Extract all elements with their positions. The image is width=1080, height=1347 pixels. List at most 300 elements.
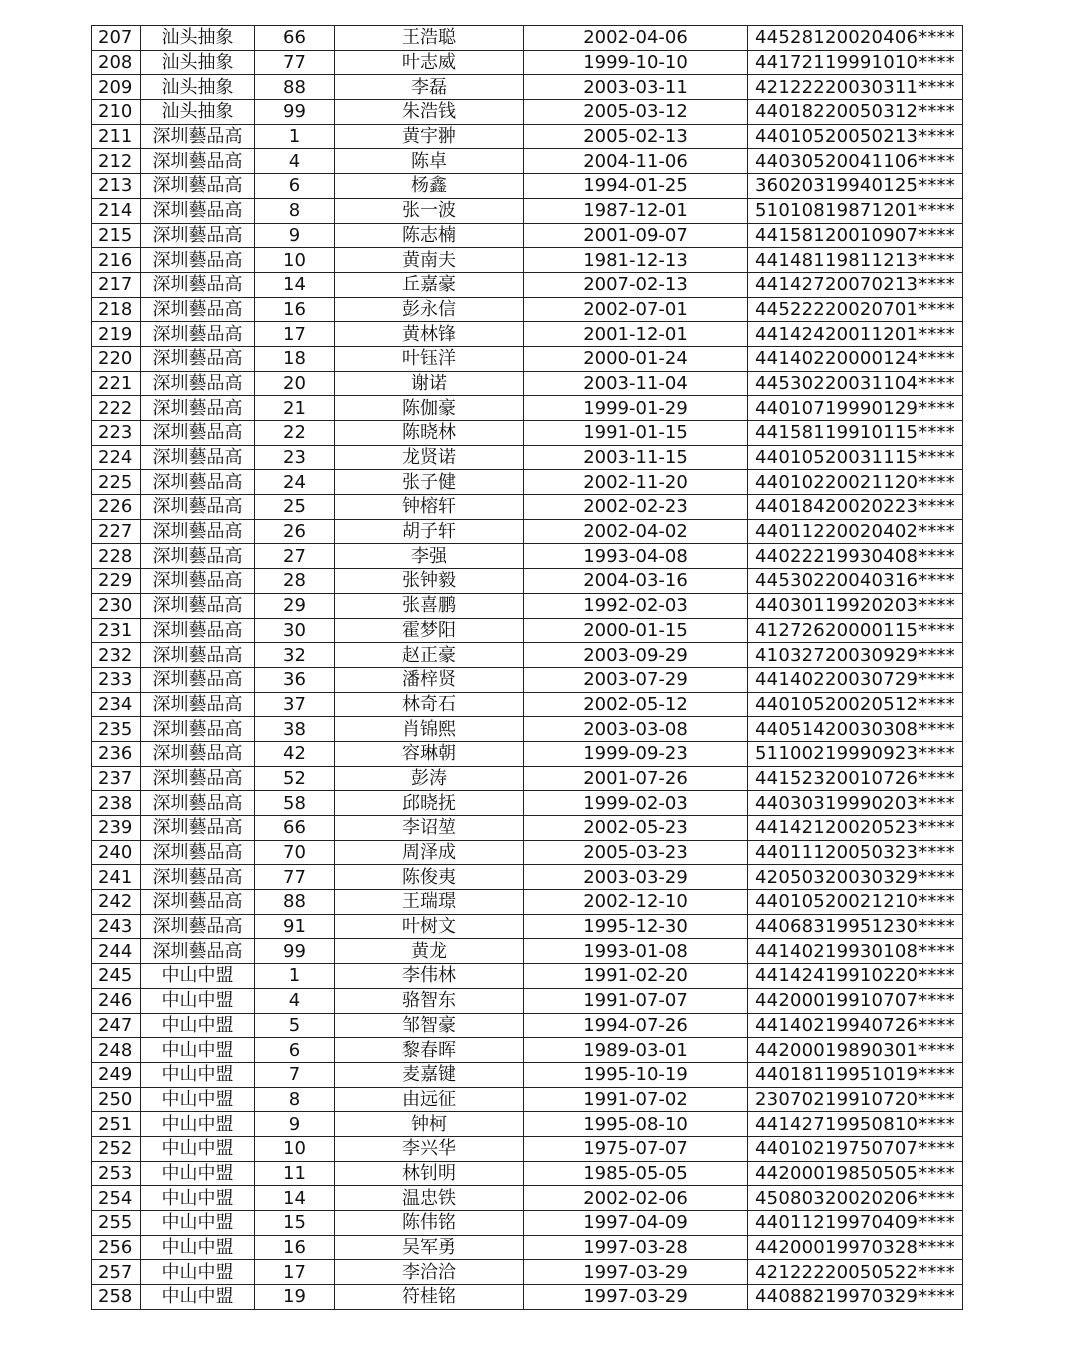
table-row xyxy=(92,124,963,149)
jersey-number-cell: 8 xyxy=(255,1087,335,1112)
birth-date-cell: 1995-12-30 xyxy=(524,914,748,939)
id-number-cell: 44018220050312**** xyxy=(748,100,963,125)
player-name-cell: 黎春晖 xyxy=(335,1038,524,1063)
player-name-cell: 黄宇翀 xyxy=(335,124,524,149)
birth-date-cell: 1991-02-20 xyxy=(524,964,748,989)
birth-date-cell: 1993-04-08 xyxy=(524,544,748,569)
birth-date-cell: 1997-04-09 xyxy=(524,1211,748,1236)
jersey-number-cell: 14 xyxy=(255,1186,335,1211)
birth-date-cell: 2004-11-06 xyxy=(524,149,748,174)
team-cell: 深圳藝品高 xyxy=(141,618,255,643)
birth-date-cell: 1992-02-03 xyxy=(524,593,748,618)
id-number-cell: 44140219930108**** xyxy=(748,939,963,964)
row-number-cell: 216 xyxy=(92,248,141,273)
row-number-cell: 210 xyxy=(92,100,141,125)
row-number-cell: 224 xyxy=(92,445,141,470)
id-number-cell: 44528120020406**** xyxy=(748,26,963,51)
team-cell: 汕头抽象 xyxy=(141,26,255,51)
birth-date-cell: 2001-09-07 xyxy=(524,223,748,248)
birth-date-cell: 1975-07-07 xyxy=(524,1136,748,1161)
row-number-cell: 238 xyxy=(92,791,141,816)
table-row xyxy=(92,100,963,125)
row-number-cell: 256 xyxy=(92,1235,141,1260)
row-number-cell: 235 xyxy=(92,717,141,742)
jersey-number-cell: 10 xyxy=(255,1136,335,1161)
id-number-cell: 41032720030929**** xyxy=(748,643,963,668)
player-name-cell: 龙贤诺 xyxy=(335,445,524,470)
team-cell: 深圳藝品高 xyxy=(141,914,255,939)
birth-date-cell: 2002-05-23 xyxy=(524,816,748,841)
player-name-cell: 黄龙 xyxy=(335,939,524,964)
jersey-number-cell: 23 xyxy=(255,445,335,470)
row-number-cell: 230 xyxy=(92,593,141,618)
id-number-cell: 44158120010907**** xyxy=(748,223,963,248)
jersey-number-cell: 37 xyxy=(255,692,335,717)
team-cell: 中山中盟 xyxy=(141,1285,255,1310)
player-name-cell: 林钊明 xyxy=(335,1161,524,1186)
team-cell: 汕头抽象 xyxy=(141,75,255,100)
team-cell: 深圳藝品高 xyxy=(141,865,255,890)
id-number-cell: 44010220021120**** xyxy=(748,470,963,495)
jersey-number-cell: 27 xyxy=(255,544,335,569)
row-number-cell: 243 xyxy=(92,914,141,939)
table-row xyxy=(92,1161,963,1186)
jersey-number-cell: 5 xyxy=(255,1013,335,1038)
table-row xyxy=(92,667,963,692)
player-name-cell: 肖锦熙 xyxy=(335,717,524,742)
id-number-cell: 44158119910115**** xyxy=(748,421,963,446)
team-cell: 中山中盟 xyxy=(141,1260,255,1285)
table-row xyxy=(92,198,963,223)
id-number-cell: 44200019890301**** xyxy=(748,1038,963,1063)
birth-date-cell: 2005-03-12 xyxy=(524,100,748,125)
player-name-cell: 叶志威 xyxy=(335,50,524,75)
team-cell: 深圳藝品高 xyxy=(141,174,255,199)
id-number-cell: 44051420030308**** xyxy=(748,717,963,742)
id-number-cell: 36020319940125**** xyxy=(748,174,963,199)
row-number-cell: 218 xyxy=(92,297,141,322)
table-row xyxy=(92,346,963,371)
table-row xyxy=(92,1235,963,1260)
table-row xyxy=(92,544,963,569)
row-number-cell: 217 xyxy=(92,272,141,297)
jersey-number-cell: 7 xyxy=(255,1062,335,1087)
table-row xyxy=(92,223,963,248)
team-cell: 深圳藝品高 xyxy=(141,346,255,371)
table-row xyxy=(92,1136,963,1161)
table-row xyxy=(92,1013,963,1038)
table-row xyxy=(92,964,963,989)
team-cell: 深圳藝品高 xyxy=(141,741,255,766)
player-name-cell: 张钟毅 xyxy=(335,569,524,594)
jersey-number-cell: 16 xyxy=(255,1235,335,1260)
id-number-cell: 44030119920203**** xyxy=(748,593,963,618)
team-cell: 深圳藝品高 xyxy=(141,791,255,816)
team-cell: 中山中盟 xyxy=(141,1062,255,1087)
id-number-cell: 44530220040316**** xyxy=(748,569,963,594)
row-number-cell: 242 xyxy=(92,890,141,915)
table-row xyxy=(92,1260,963,1285)
row-number-cell: 240 xyxy=(92,840,141,865)
id-number-cell: 51010819871201**** xyxy=(748,198,963,223)
team-cell: 深圳藝品高 xyxy=(141,939,255,964)
birth-date-cell: 1999-10-10 xyxy=(524,50,748,75)
table-row xyxy=(92,569,963,594)
player-name-cell: 朱浩钱 xyxy=(335,100,524,125)
id-number-cell: 44200019910707**** xyxy=(748,988,963,1013)
row-number-cell: 246 xyxy=(92,988,141,1013)
player-registration-table xyxy=(91,25,963,1310)
birth-date-cell: 2003-07-29 xyxy=(524,667,748,692)
player-name-cell: 黄林锋 xyxy=(335,322,524,347)
jersey-number-cell: 1 xyxy=(255,964,335,989)
player-name-cell: 钟榕轩 xyxy=(335,495,524,520)
id-number-cell: 44022219930408**** xyxy=(748,544,963,569)
team-cell: 汕头抽象 xyxy=(141,100,255,125)
id-number-cell: 23070219910720**** xyxy=(748,1087,963,1112)
birth-date-cell: 2005-02-13 xyxy=(524,124,748,149)
row-number-cell: 233 xyxy=(92,667,141,692)
birth-date-cell: 1999-01-29 xyxy=(524,396,748,421)
jersey-number-cell: 15 xyxy=(255,1211,335,1236)
jersey-number-cell: 19 xyxy=(255,1285,335,1310)
row-number-cell: 214 xyxy=(92,198,141,223)
jersey-number-cell: 17 xyxy=(255,322,335,347)
player-name-cell: 潘梓贤 xyxy=(335,667,524,692)
birth-date-cell: 1995-10-19 xyxy=(524,1062,748,1087)
player-name-cell: 杨鑫 xyxy=(335,174,524,199)
team-cell: 深圳藝品高 xyxy=(141,396,255,421)
jersey-number-cell: 42 xyxy=(255,741,335,766)
row-number-cell: 215 xyxy=(92,223,141,248)
id-number-cell: 44140219940726**** xyxy=(748,1013,963,1038)
player-name-cell: 张喜鹏 xyxy=(335,593,524,618)
id-number-cell: 44142720070213**** xyxy=(748,272,963,297)
table-row xyxy=(92,717,963,742)
table-row xyxy=(92,445,963,470)
id-number-cell: 44010520031115**** xyxy=(748,445,963,470)
player-name-cell: 霍梦阳 xyxy=(335,618,524,643)
player-name-cell: 陈卓 xyxy=(335,149,524,174)
player-name-cell: 张一波 xyxy=(335,198,524,223)
birth-date-cell: 1993-01-08 xyxy=(524,939,748,964)
team-cell: 深圳藝品高 xyxy=(141,593,255,618)
jersey-number-cell: 17 xyxy=(255,1260,335,1285)
id-number-cell: 44142419910220**** xyxy=(748,964,963,989)
table-row xyxy=(92,1285,963,1310)
team-cell: 深圳藝品高 xyxy=(141,692,255,717)
jersey-number-cell: 10 xyxy=(255,248,335,273)
player-name-cell: 陈晓林 xyxy=(335,421,524,446)
player-name-cell: 容琳朝 xyxy=(335,741,524,766)
team-cell: 深圳藝品高 xyxy=(141,248,255,273)
birth-date-cell: 1997-03-28 xyxy=(524,1235,748,1260)
team-cell: 深圳藝品高 xyxy=(141,667,255,692)
birth-date-cell: 2003-03-08 xyxy=(524,717,748,742)
id-number-cell: 44011220020402**** xyxy=(748,519,963,544)
player-name-cell: 李洽洽 xyxy=(335,1260,524,1285)
table-row xyxy=(92,297,963,322)
jersey-number-cell: 36 xyxy=(255,667,335,692)
player-name-cell: 陈伽豪 xyxy=(335,396,524,421)
jersey-number-cell: 22 xyxy=(255,421,335,446)
player-name-cell: 陈志楠 xyxy=(335,223,524,248)
table-row xyxy=(92,1186,963,1211)
jersey-number-cell: 20 xyxy=(255,371,335,396)
id-number-cell: 44030520041106**** xyxy=(748,149,963,174)
team-cell: 中山中盟 xyxy=(141,1235,255,1260)
jersey-number-cell: 66 xyxy=(255,816,335,841)
jersey-number-cell: 6 xyxy=(255,1038,335,1063)
player-name-cell: 邱晓抚 xyxy=(335,791,524,816)
id-number-cell: 44140220030729**** xyxy=(748,667,963,692)
id-number-cell: 44140220000124**** xyxy=(748,346,963,371)
id-number-cell: 44142420011201**** xyxy=(748,322,963,347)
birth-date-cell: 1994-07-26 xyxy=(524,1013,748,1038)
team-cell: 深圳藝品高 xyxy=(141,198,255,223)
team-cell: 中山中盟 xyxy=(141,1161,255,1186)
player-name-cell: 由远征 xyxy=(335,1087,524,1112)
id-number-cell: 44148119811213**** xyxy=(748,248,963,273)
table-row xyxy=(92,593,963,618)
row-number-cell: 236 xyxy=(92,741,141,766)
row-number-cell: 227 xyxy=(92,519,141,544)
team-cell: 深圳藝品高 xyxy=(141,890,255,915)
table-row xyxy=(92,1087,963,1112)
team-cell: 深圳藝品高 xyxy=(141,445,255,470)
birth-date-cell: 2002-04-06 xyxy=(524,26,748,51)
jersey-number-cell: 14 xyxy=(255,272,335,297)
jersey-number-cell: 52 xyxy=(255,766,335,791)
id-number-cell: 44200019850505**** xyxy=(748,1161,963,1186)
table-row xyxy=(92,741,963,766)
birth-date-cell: 2002-05-12 xyxy=(524,692,748,717)
id-number-cell: 44530220031104**** xyxy=(748,371,963,396)
birth-date-cell: 2002-12-10 xyxy=(524,890,748,915)
jersey-number-cell: 26 xyxy=(255,519,335,544)
table-row xyxy=(92,371,963,396)
player-name-cell: 张子健 xyxy=(335,470,524,495)
birth-date-cell: 2001-07-26 xyxy=(524,766,748,791)
team-cell: 深圳藝品高 xyxy=(141,766,255,791)
birth-date-cell: 1991-07-07 xyxy=(524,988,748,1013)
team-cell: 中山中盟 xyxy=(141,1136,255,1161)
table-row xyxy=(92,618,963,643)
birth-date-cell: 2004-03-16 xyxy=(524,569,748,594)
team-cell: 深圳藝品高 xyxy=(141,149,255,174)
table-row xyxy=(92,1062,963,1087)
team-cell: 中山中盟 xyxy=(141,1013,255,1038)
jersey-number-cell: 77 xyxy=(255,50,335,75)
table-row xyxy=(92,1112,963,1137)
player-name-cell: 麦嘉键 xyxy=(335,1062,524,1087)
player-name-cell: 黄南夫 xyxy=(335,248,524,273)
table-row xyxy=(92,248,963,273)
team-cell: 深圳藝品高 xyxy=(141,816,255,841)
team-cell: 深圳藝品高 xyxy=(141,643,255,668)
birth-date-cell: 1981-12-13 xyxy=(524,248,748,273)
table-row xyxy=(92,174,963,199)
id-number-cell: 44030319990203**** xyxy=(748,791,963,816)
id-number-cell: 44522220020701**** xyxy=(748,297,963,322)
id-number-cell: 44011120050323**** xyxy=(748,840,963,865)
player-name-cell: 李诏堃 xyxy=(335,816,524,841)
table-row xyxy=(92,890,963,915)
team-cell: 深圳藝品高 xyxy=(141,371,255,396)
team-cell: 深圳藝品高 xyxy=(141,717,255,742)
player-name-cell: 彭永信 xyxy=(335,297,524,322)
team-cell: 深圳藝品高 xyxy=(141,124,255,149)
jersey-number-cell: 8 xyxy=(255,198,335,223)
team-cell: 中山中盟 xyxy=(141,1087,255,1112)
id-number-cell: 44088219970329**** xyxy=(748,1285,963,1310)
birth-date-cell: 2003-09-29 xyxy=(524,643,748,668)
player-name-cell: 骆智东 xyxy=(335,988,524,1013)
row-number-cell: 228 xyxy=(92,544,141,569)
row-number-cell: 223 xyxy=(92,421,141,446)
jersey-number-cell: 88 xyxy=(255,75,335,100)
jersey-number-cell: 25 xyxy=(255,495,335,520)
jersey-number-cell: 28 xyxy=(255,569,335,594)
player-name-cell: 温忠铁 xyxy=(335,1186,524,1211)
player-name-cell: 赵正豪 xyxy=(335,643,524,668)
birth-date-cell: 2002-07-01 xyxy=(524,297,748,322)
table-row xyxy=(92,865,963,890)
birth-date-cell: 2003-11-04 xyxy=(524,371,748,396)
player-name-cell: 周泽成 xyxy=(335,840,524,865)
id-number-cell: 44068319951230**** xyxy=(748,914,963,939)
jersey-number-cell: 4 xyxy=(255,988,335,1013)
jersey-number-cell: 77 xyxy=(255,865,335,890)
jersey-number-cell: 11 xyxy=(255,1161,335,1186)
birth-date-cell: 2003-03-11 xyxy=(524,75,748,100)
row-number-cell: 209 xyxy=(92,75,141,100)
row-number-cell: 244 xyxy=(92,939,141,964)
id-number-cell: 44152320010726**** xyxy=(748,766,963,791)
team-cell: 中山中盟 xyxy=(141,1038,255,1063)
birth-date-cell: 2002-02-23 xyxy=(524,495,748,520)
team-cell: 深圳藝品高 xyxy=(141,569,255,594)
team-cell: 深圳藝品高 xyxy=(141,495,255,520)
team-cell: 深圳藝品高 xyxy=(141,272,255,297)
jersey-number-cell: 6 xyxy=(255,174,335,199)
id-number-cell: 44200019970328**** xyxy=(748,1235,963,1260)
player-name-cell: 叶钰洋 xyxy=(335,346,524,371)
jersey-number-cell: 99 xyxy=(255,939,335,964)
team-cell: 深圳藝品高 xyxy=(141,470,255,495)
table-row xyxy=(92,1038,963,1063)
id-number-cell: 44010520020512**** xyxy=(748,692,963,717)
id-number-cell: 44010520021210**** xyxy=(748,890,963,915)
row-number-cell: 248 xyxy=(92,1038,141,1063)
row-number-cell: 212 xyxy=(92,149,141,174)
birth-date-cell: 2001-12-01 xyxy=(524,322,748,347)
row-number-cell: 250 xyxy=(92,1087,141,1112)
table-row xyxy=(92,643,963,668)
team-cell: 深圳藝品高 xyxy=(141,544,255,569)
id-number-cell: 44142719950810**** xyxy=(748,1112,963,1137)
team-cell: 中山中盟 xyxy=(141,1211,255,1236)
id-number-cell: 44018119951019**** xyxy=(748,1062,963,1087)
birth-date-cell: 2003-11-15 xyxy=(524,445,748,470)
table-row xyxy=(92,26,963,51)
table-row xyxy=(92,988,963,1013)
team-cell: 中山中盟 xyxy=(141,1186,255,1211)
birth-date-cell: 1997-03-29 xyxy=(524,1285,748,1310)
jersey-number-cell: 9 xyxy=(255,223,335,248)
player-name-cell: 叶树文 xyxy=(335,914,524,939)
jersey-number-cell: 32 xyxy=(255,643,335,668)
birth-date-cell: 1985-05-05 xyxy=(524,1161,748,1186)
id-number-cell: 45080320020206**** xyxy=(748,1186,963,1211)
jersey-number-cell: 21 xyxy=(255,396,335,421)
row-number-cell: 247 xyxy=(92,1013,141,1038)
birth-date-cell: 1999-02-03 xyxy=(524,791,748,816)
table-row xyxy=(92,816,963,841)
jersey-number-cell: 70 xyxy=(255,840,335,865)
player-name-cell: 丘嘉豪 xyxy=(335,272,524,297)
table-row xyxy=(92,791,963,816)
team-cell: 中山中盟 xyxy=(141,964,255,989)
birth-date-cell: 2007-02-13 xyxy=(524,272,748,297)
player-name-cell: 李强 xyxy=(335,544,524,569)
table-row xyxy=(92,149,963,174)
team-cell: 深圳藝品高 xyxy=(141,421,255,446)
table-row xyxy=(92,939,963,964)
team-cell: 深圳藝品高 xyxy=(141,297,255,322)
jersey-number-cell: 9 xyxy=(255,1112,335,1137)
row-number-cell: 229 xyxy=(92,569,141,594)
table-row xyxy=(92,272,963,297)
player-name-cell: 陈伟铭 xyxy=(335,1211,524,1236)
row-number-cell: 251 xyxy=(92,1112,141,1137)
row-number-cell: 254 xyxy=(92,1186,141,1211)
table-row xyxy=(92,519,963,544)
jersey-number-cell: 38 xyxy=(255,717,335,742)
player-name-cell: 李兴华 xyxy=(335,1136,524,1161)
row-number-cell: 239 xyxy=(92,816,141,841)
player-name-cell: 李磊 xyxy=(335,75,524,100)
jersey-number-cell: 88 xyxy=(255,890,335,915)
player-name-cell: 李伟林 xyxy=(335,964,524,989)
row-number-cell: 226 xyxy=(92,495,141,520)
player-name-cell: 胡子轩 xyxy=(335,519,524,544)
player-name-cell: 邹智豪 xyxy=(335,1013,524,1038)
table-row xyxy=(92,396,963,421)
team-cell: 深圳藝品高 xyxy=(141,322,255,347)
table-row xyxy=(92,692,963,717)
birth-date-cell: 2003-03-29 xyxy=(524,865,748,890)
row-number-cell: 257 xyxy=(92,1260,141,1285)
row-number-cell: 249 xyxy=(92,1062,141,1087)
id-number-cell: 44142120020523**** xyxy=(748,816,963,841)
row-number-cell: 208 xyxy=(92,50,141,75)
birth-date-cell: 2002-11-20 xyxy=(524,470,748,495)
birth-date-cell: 2005-03-23 xyxy=(524,840,748,865)
table-row xyxy=(92,470,963,495)
player-name-cell: 王浩聪 xyxy=(335,26,524,51)
id-number-cell: 51100219990923**** xyxy=(748,741,963,766)
row-number-cell: 255 xyxy=(92,1211,141,1236)
team-cell: 深圳藝品高 xyxy=(141,223,255,248)
jersey-number-cell: 24 xyxy=(255,470,335,495)
jersey-number-cell: 58 xyxy=(255,791,335,816)
birth-date-cell: 2002-02-06 xyxy=(524,1186,748,1211)
id-number-cell: 44172119991010**** xyxy=(748,50,963,75)
table-row xyxy=(92,766,963,791)
row-number-cell: 234 xyxy=(92,692,141,717)
row-number-cell: 222 xyxy=(92,396,141,421)
